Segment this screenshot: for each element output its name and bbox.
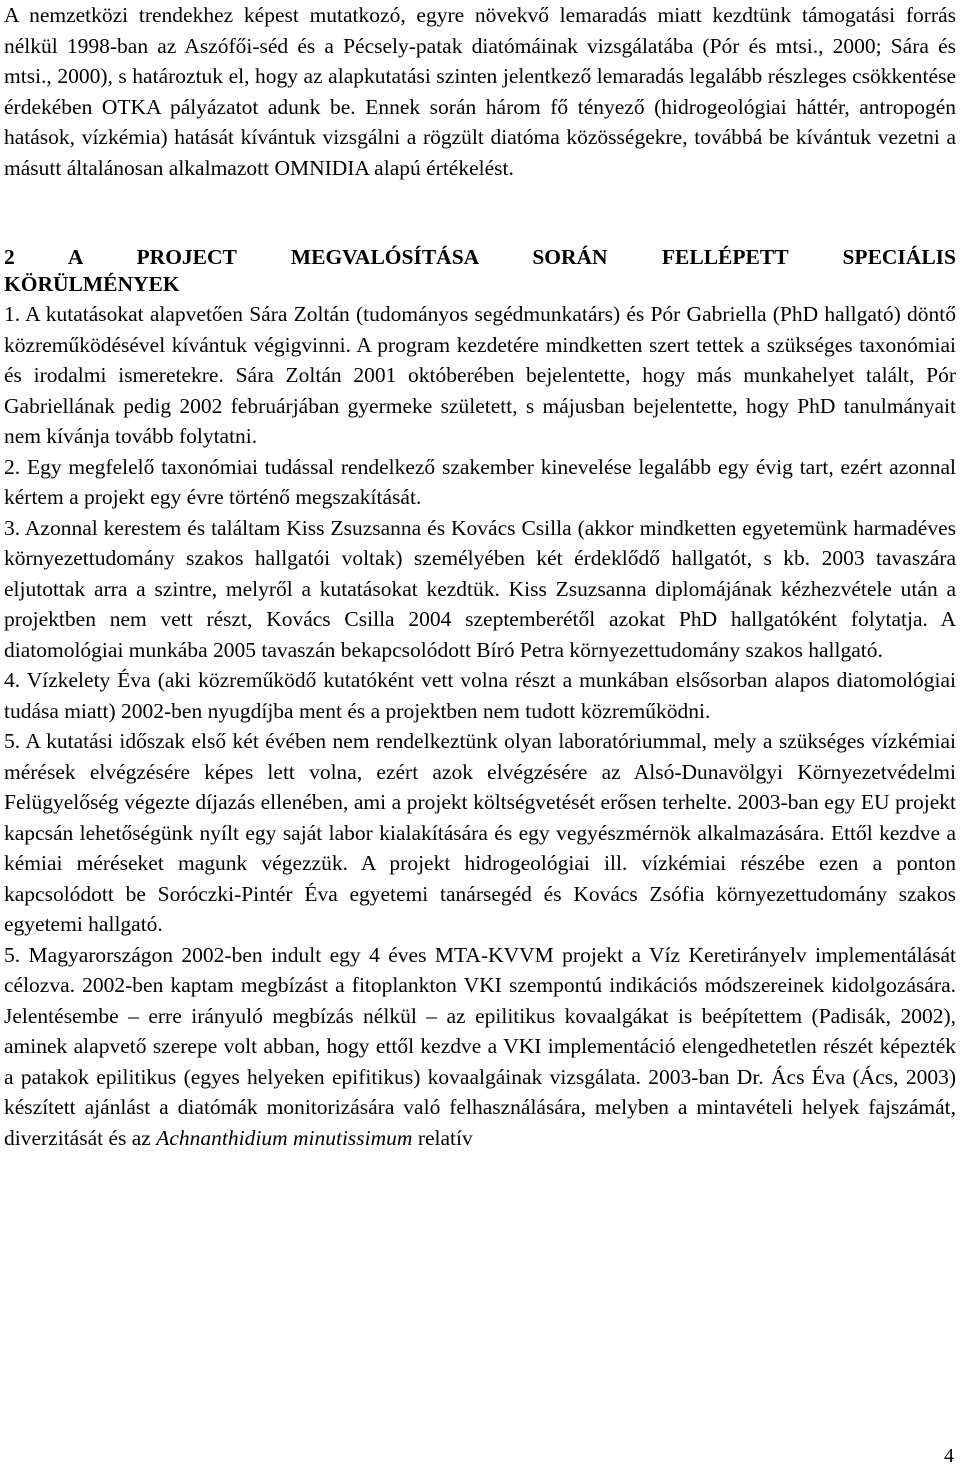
list-item-last	[4, 940, 956, 1154]
list-item: 3. Azonnal kerestem és találtam Kiss Zsuzsanna és Kovács Csilla (akkor mindketten egyetemünk harmadéves környezettudomány szakos hallgatói voltak) személyében két érdeklődő hallgatót, s kb. 2003 tavaszára eljutottak arra a szintre, melyről a kutatásokat kezdtük. Kiss Zsuzsanna diplomájának kézhezvétele után a projektben nem vett részt, Kovács Csilla 2004 szeptemberétől azokat PhD hallgatóként folytatja. A diatomológiai munkába 2005 tavaszán bekapcsolódott Bíró Petra környezettudomány szakos hallgató.	[4, 515, 956, 662]
section-heading	[4, 242, 956, 299]
document-page	[4, 0, 956, 1153]
last-item-tail: relatív	[417, 1125, 473, 1150]
list-item: 2. Egy megfelelő taxonómiai tudással rendelkező szakember kinevelése legalább egy évig tart, ezért azonnal kértem a projekt egy évre történő megszakítását.	[4, 454, 956, 509]
list-item: 4. Vízkelety Éva (aki közreműködő kutatóként vett volna részt a munkában elsősorban alapos diatomológiai tudása miatt) 2002-ben nyugdíjba ment és a projektben nem tudott közreműködni.	[4, 668, 956, 723]
intro-paragraph: A nemzetközi trendekhez képest mutatkozó, egyre növekvő lemaradás miatt kezdtünk támogatási forrás nélkül 1998-ban az Aszófői-séd és a Pécsely-patak diatómáinak vizsgálatába (Pór és mtsi., 2000; Sára és mtsi., 2000), s határoztuk el, hogy az alapkutatási szinten jelentkező lemaradás legalább részleges csökkentése érdekében OTKA pályázatot adunk be. Ennek során három fő tényező (hidrogeológiai háttér, antropogén hatások, vízkémia) hatását kívántuk vizsgálni a rögzült diatóma közösségekre, továbbá be kívántuk vezetni a másutt általánosan alkalmazott OMNIDIA alapú értékelést.	[4, 3, 956, 180]
section-heading-line-1: 2 A PROJECT MEGVALÓSÍTÁSA SORÁN FELLÉPETT SPECIÁLIS	[4, 245, 956, 269]
section-heading-line-2: KÖRÜLMÉNYEK	[4, 271, 180, 296]
last-item-text: 5. Magyarországon 2002-ben indult egy 4 éves MTA-KVVM projekt a Víz Keretirányelv implementálását célozva. 2002-ben kaptam megbízást a fitoplankton VKI szempontú indikációs módszereinek kidolgozására. Jelentésembe – erre irányuló megbízás nélkül – az epilitikus kovaalgákat is beépítettem (Padisák, 2002), aminek alapvető szerepe volt abban, hogy ettől kezdve a VKI implementáció elengedhetetlen részét képezték a patakok epilitikus (egyes helyeken epifitikus) kovaalgáinak vizsgálata. 2003-ban Dr. Ács Éva (Ács, 2003) készített ajánlást a diatómák monitorizására való felhasználására, melyben a mintavételi helyek fajszámát, diverzitását és az	[4, 942, 956, 1150]
page-number: 4	[944, 1445, 954, 1467]
species-name: Achnanthidium minutissimum	[156, 1125, 413, 1150]
list-item: 5. A kutatási időszak első két évében nem rendelkeztünk olyan laboratóriummal, mely a szükséges vízkémiai mérések elvégzésére képes lett volna, ezért azok elvégzésére az Alsó-Dunavölgyi Környezetvédelmi Felügyelőség végezte díjazás ellenében, ami a projekt költségvetését erősen terhelte. 2003-ban egy EU projekt kapcsán lehetőségünk nyílt egy saját labor kialakítására és egy vegyészmérnök alkalmazására. Ettől kezdve a kémiai méréseket magunk végezzük. A projekt hidrogeológiai ill. vízkémiai részébe ezen a ponton kapcsolódott be Soróczki-Pintér Éva egyetemi tanársegéd és Kovács Zsófia környezettudomány szakos egyetemi hallgató.	[4, 729, 956, 936]
list-item: 1. A kutatásokat alapvetően Sára Zoltán (tudományos segédmunkatárs) és Pór Gabriella (PhD hallgató) döntő közreműködésével kívántuk végigvinni. A program kezdetére mindketten szert tettek a szükséges taxonómiai és irodalmi ismeretekre. Sára Zoltán 2001 októberében bejelentette, hogy más munkahelyet talált, Pór Gabriellának pedig 2002 februárjában gyermeke született, s májusban bejelentette, hogy PhD tanulmányait nem kívánja tovább folytatni.	[4, 302, 956, 448]
